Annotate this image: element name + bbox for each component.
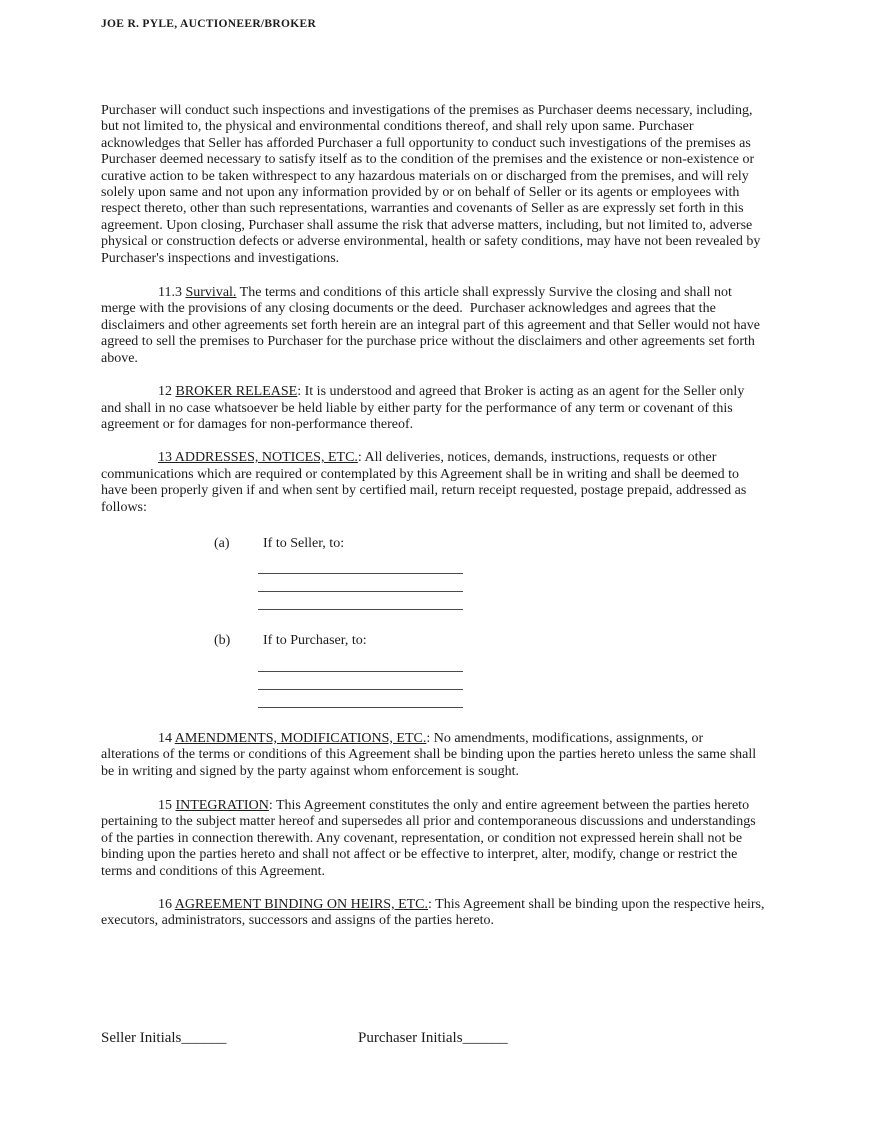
fill-in-line <box>258 654 463 672</box>
section-heading-underlined: Survival. <box>185 285 237 301</box>
text-run: : It is understood and agreed that Broker is acting as an agent for the Seller only and shall in no case whatsoever be held liable by either party for the performance of any term or covenant of this agreement or for damages for non-performance thereof. <box>101 384 745 432</box>
section-heading-underlined: BROKER RELEASE <box>175 384 298 400</box>
address-title-row <box>101 536 765 552</box>
section-number: 14 <box>158 730 175 746</box>
text-run: : This Agreement constitutes the only and entire agreement between the parties hereto pertaining to the subject matter hereof and supersedes all prior and contemporaneous discussions and understandings of the parties in connection therewith. Any covenant, representation, or condition not expressed herein shall not be binding upon the parties hereto and shall not affect or be effective to interpret, alter, modify, change or restrict the terms and conditions of this Agreement. <box>101 797 756 879</box>
address-title: If to Seller, to: <box>263 535 345 551</box>
notice-address-purchaser <box>101 633 765 707</box>
document-content <box>101 18 765 930</box>
section-heading-underlined: 13 ADDRESSES, NOTICES, ETC. <box>158 450 358 466</box>
section-number: 11.3 <box>158 285 186 301</box>
section-number: 15 <box>158 797 176 813</box>
fill-in-line <box>258 556 463 574</box>
seller-initials-group <box>101 1029 226 1047</box>
text-run: : This Agreement shall be binding upon the respective heirs, executors, administrators, successors and assigns of the parties hereto. <box>101 897 765 929</box>
text-run: : No amendments, modifications, assignments, or alterations of the terms or conditions of this Agreement shall be binding upon the parties hereto unless the same shall be in writing and signed by the party against whom enforcement is sought. <box>101 730 757 779</box>
section-number: 16 <box>158 897 175 912</box>
section-addresses-notices <box>101 450 765 516</box>
fill-in-line <box>258 592 463 610</box>
fill-in-line <box>258 690 463 708</box>
section-heading-underlined: AMENDMENTS, MODIFICATIONS, ETC. <box>174 730 427 746</box>
initials-footer <box>101 1029 765 1051</box>
section-broker-release <box>101 384 765 433</box>
section-heading-underlined: INTEGRATION <box>175 797 269 813</box>
purchaser-initials-label: Purchaser Initials <box>358 1030 463 1046</box>
address-title: If to Purchaser, to: <box>263 633 367 649</box>
section-number: 12 <box>158 384 176 400</box>
purchaser-initials-group <box>358 1029 508 1047</box>
purchaser-initials-line: ______ <box>462 1030 508 1046</box>
section-heading-underlined: AGREEMENT BINDING ON HEIRS, ETC. <box>174 897 429 912</box>
fill-in-line <box>258 672 463 690</box>
broker-header: JOE R. PYLE, AUCTIONEER/BROKER <box>101 18 317 30</box>
section-amendments <box>101 731 765 780</box>
seller-initials-line: ______ <box>181 1030 227 1046</box>
notice-address-seller <box>101 536 765 610</box>
list-label: (a) <box>214 535 230 551</box>
text-run: The terms and conditions of this article shall expressly Survive the closing and shall not merge with the provisions of any closing documents or the deed. Purchaser acknowledges and agrees that the disclaimers and other agreements set forth herein are an integral part of this agreement and that Seller would not have agreed to sell the premises to Purchaser for the purchase price without the disclaimers and other agreements set forth above. <box>101 285 760 366</box>
fill-in-line <box>258 574 463 592</box>
text-run: : All deliveries, notices, demands, instructions, requests or other communications which are required or contemplated by this Agreement shall be in writing and shall be deemed to have been properly given if and when sent by certified mail, return receipt requested, postage prepaid, addressed as follows: <box>101 450 747 515</box>
text-run: Purchaser will conduct such inspections and investigations of the premises as Purchaser deems necessary, including, but not limited to, the physical and environmental conditions thereof, and shall rely upon same. Purchaser acknowledges that Seller has afforded Purchaser a full opportunity to conduct such investigations of the premises as Purchaser deemed necessary to satisfy itself as to the condition of the premises and the existence or non-existence or curative action to be taken withrespect to any hazardous materials on or discharged from the premises, and will rely solely upon same and not upon any information provided by or on behalf of Seller or its agents or employees with respect thereto, other than such representations, warranties and covenants of Seller as are expressly set forth in this agreement. Upon closing, Purchaser shall assume the risk that adverse matters, including, but not limited to, adverse physical or construction defects or adverse environmental, health or safety conditions, may have not been revealed by Purchaser's inspections and investigations. <box>101 103 761 266</box>
section-binding-heirs <box>101 897 765 930</box>
paragraph-inspections <box>101 103 765 267</box>
list-label: (b) <box>214 633 231 649</box>
section-integration <box>101 798 765 880</box>
address-title-row <box>101 633 765 649</box>
section-survival <box>101 285 765 367</box>
seller-initials-label: Seller Initials <box>101 1030 182 1046</box>
